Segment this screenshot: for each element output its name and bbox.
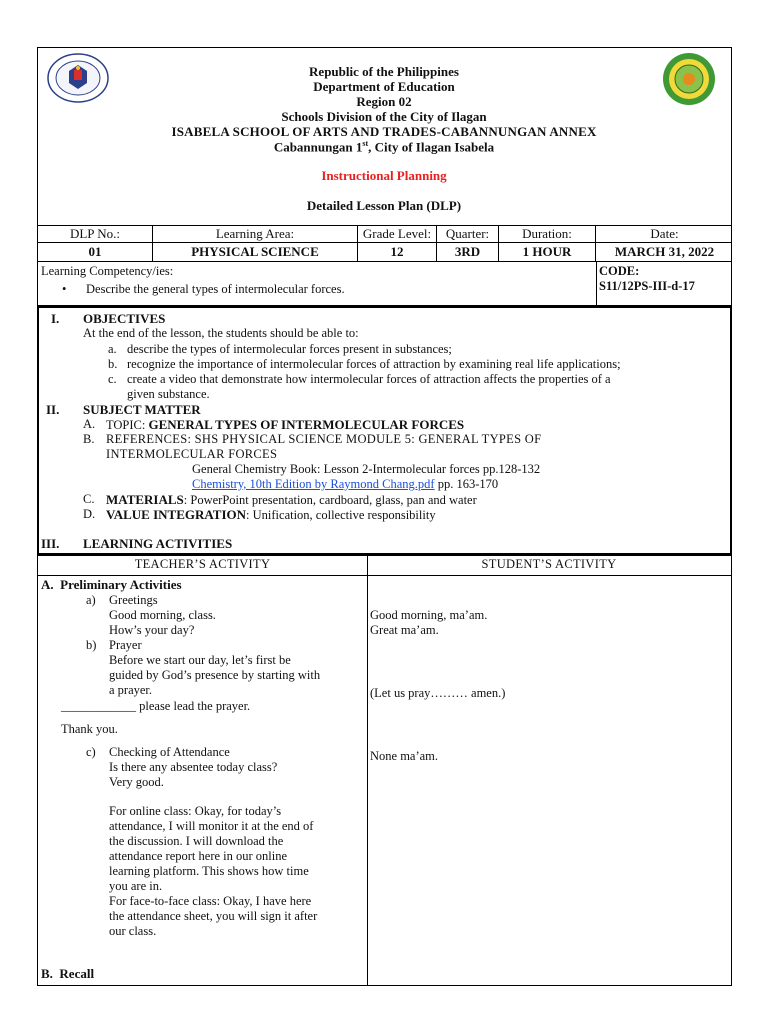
info-header-dlp: DLP No.: — [38, 226, 153, 243]
objective-c-text: create a video that demonstrate how intermolecular forces of attraction affects the properties of a — [127, 372, 611, 386]
code-label: CODE: — [599, 264, 640, 278]
topic-label: TOPIC: — [106, 418, 146, 432]
attendance-letter: c) — [86, 745, 96, 759]
objectives-number: I. — [51, 311, 60, 326]
materials-label: MATERIALS — [106, 492, 184, 507]
greeting-line-1: Good morning, class. — [109, 608, 216, 622]
objectives-intro: At the end of the lesson, the students should be able to: — [83, 326, 359, 340]
references-line-2: INTERMOLECULAR FORCES — [106, 447, 278, 461]
info-header-grade: Grade Level: — [358, 226, 437, 243]
recall-heading: B. Recall — [41, 966, 95, 981]
value-label: VALUE INTEGRATION — [106, 507, 247, 522]
objective-a-letter: a. — [108, 342, 117, 356]
competency-bullet: • — [62, 282, 67, 296]
f2f-class-line-3: our class. — [109, 924, 157, 938]
header-line-department: Department of Education — [313, 79, 455, 94]
student-response-prayer: (Let us pray……… amen.) — [370, 686, 506, 700]
header-line-address: Cabannungan 1st, City of Ilagan Isabela — [273, 139, 495, 155]
dlp-title: Detailed Lesson Plan (DLP) — [306, 198, 462, 213]
attendance-line-1: Is there any absentee today class? — [109, 760, 278, 774]
reference-book: General Chemistry Book: Lesson 2-Intermolecular forces pp.128-132 — [192, 462, 541, 476]
info-value-area: PHYSICAL SCIENCE — [153, 243, 358, 261]
learning-activities-number: III. — [41, 536, 60, 551]
preliminary-activities-heading: A. Preliminary Activities — [41, 577, 182, 592]
info-header-duration: Duration: — [499, 226, 596, 243]
materials-line — [106, 492, 477, 508]
student-response-greeting: Good morning, ma’am. — [370, 608, 488, 622]
materials-value: : PowerPoint presentation, cardboard, glass, pan and water — [183, 493, 477, 507]
subject-matter-number: II. — [46, 402, 60, 417]
prayer-line-3: a prayer. — [109, 683, 153, 697]
attendance-line-2: Very good. — [109, 775, 164, 789]
student-activity-header: STUDENT’S ACTIVITY — [481, 557, 617, 571]
online-class-line-5: learning platform. This shows how time — [109, 864, 309, 878]
prayer-line-2: guided by God’s presence by starting with — [109, 668, 321, 682]
code-value: S11/12PS-III-d-17 — [599, 279, 695, 293]
reference-link-line — [192, 477, 498, 492]
prayer-letter: b) — [86, 638, 97, 652]
topic-line — [106, 417, 464, 433]
student-response-day: Great ma’am. — [370, 623, 439, 637]
subject-matter-title: SUBJECT MATTER — [83, 402, 201, 417]
objective-b-letter: b. — [108, 357, 118, 371]
objective-c-continued: given substance. — [127, 387, 210, 401]
references-letter: B. — [83, 432, 95, 446]
info-value-grade: 12 — [358, 243, 437, 261]
info-value-quarter: 3RD — [437, 243, 499, 261]
student-response-attendance: None ma’am. — [370, 749, 439, 763]
topic-value: GENERAL TYPES OF INTERMOLECULAR FORCES — [148, 417, 465, 432]
online-class-line-4: attendance report here in our online — [109, 849, 288, 863]
topic-letter: A. — [83, 417, 96, 431]
teacher-activity-header: TEACHER’S ACTIVITY — [134, 557, 271, 571]
prayer-title: Prayer — [109, 638, 142, 652]
info-header-date: Date: — [650, 226, 679, 241]
objectives-title: OBJECTIVES — [83, 311, 166, 326]
objective-c-letter: c. — [108, 372, 117, 386]
greetings-title: Greetings — [109, 593, 158, 607]
greetings-letter: a) — [86, 593, 96, 607]
online-class-line-2: attendance, I will monitor it at the end of — [109, 819, 314, 833]
header-line-division: Schools Division of the City of Ilagan — [281, 109, 487, 124]
materials-letter: C. — [83, 492, 95, 506]
f2f-class-line-2: the attendance sheet, you will sign it after — [109, 909, 318, 923]
info-table — [37, 226, 732, 262]
online-class-line-1: For online class: Okay, for today’s — [109, 804, 282, 818]
references-line-1: REFERENCES: SHS PHYSICAL SCIENCE MODULE 5: GENERAL TYPES OF — [106, 432, 542, 446]
value-line — [106, 507, 436, 523]
value-value: : Unification, collective responsibility — [246, 508, 436, 522]
f2f-class-line-1: For face-to-face class: Okay, I have here — [109, 894, 312, 908]
competency-item: Describe the general types of intermolecular forces. — [86, 282, 345, 296]
info-value-dlp: 01 — [38, 243, 153, 261]
info-header-quarter: Quarter: — [437, 226, 499, 243]
header-line-school: ISABELA SCHOOL OF ARTS AND TRADES-CABANNUNGAN ANNEX — [171, 124, 597, 139]
info-value-duration: 1 HOUR — [499, 243, 596, 261]
info-value-date: MARCH 31, 2022 — [614, 244, 715, 259]
objective-a-text: describe the types of intermolecular forces present in substances; — [127, 342, 452, 356]
prayer-leader-line: ____________ please lead the prayer. — [61, 699, 251, 713]
greeting-line-2: How’s your day? — [109, 623, 195, 637]
learning-activities-title: LEARNING ACTIVITIES — [83, 536, 233, 551]
header-line-region: Region 02 — [356, 94, 412, 109]
value-letter: D. — [83, 507, 96, 521]
online-class-line-3: the discussion. I will download the — [109, 834, 284, 848]
instructional-planning-title: Instructional Planning — [321, 168, 447, 183]
prayer-line-1: Before we start our day, let’s first be — [109, 653, 291, 667]
reference-link-pages: pp. 163-170 — [437, 477, 499, 491]
header-line-republic: Republic of the Philippines — [309, 64, 459, 79]
objective-b-text: recognize the importance of intermolecular forces of attraction by examining real life applications; — [127, 357, 621, 371]
info-header-area: Learning Area: — [153, 226, 358, 243]
online-class-line-6: you are in. — [109, 879, 163, 893]
thank-you-text: Thank you. — [61, 722, 118, 736]
attendance-title: Checking of Attendance — [109, 745, 230, 759]
competency-label: Learning Competency/ies: — [41, 264, 174, 278]
reference-link[interactable]: Chemistry, 10th Edition by Raymond Chang.pdf — [192, 477, 435, 491]
